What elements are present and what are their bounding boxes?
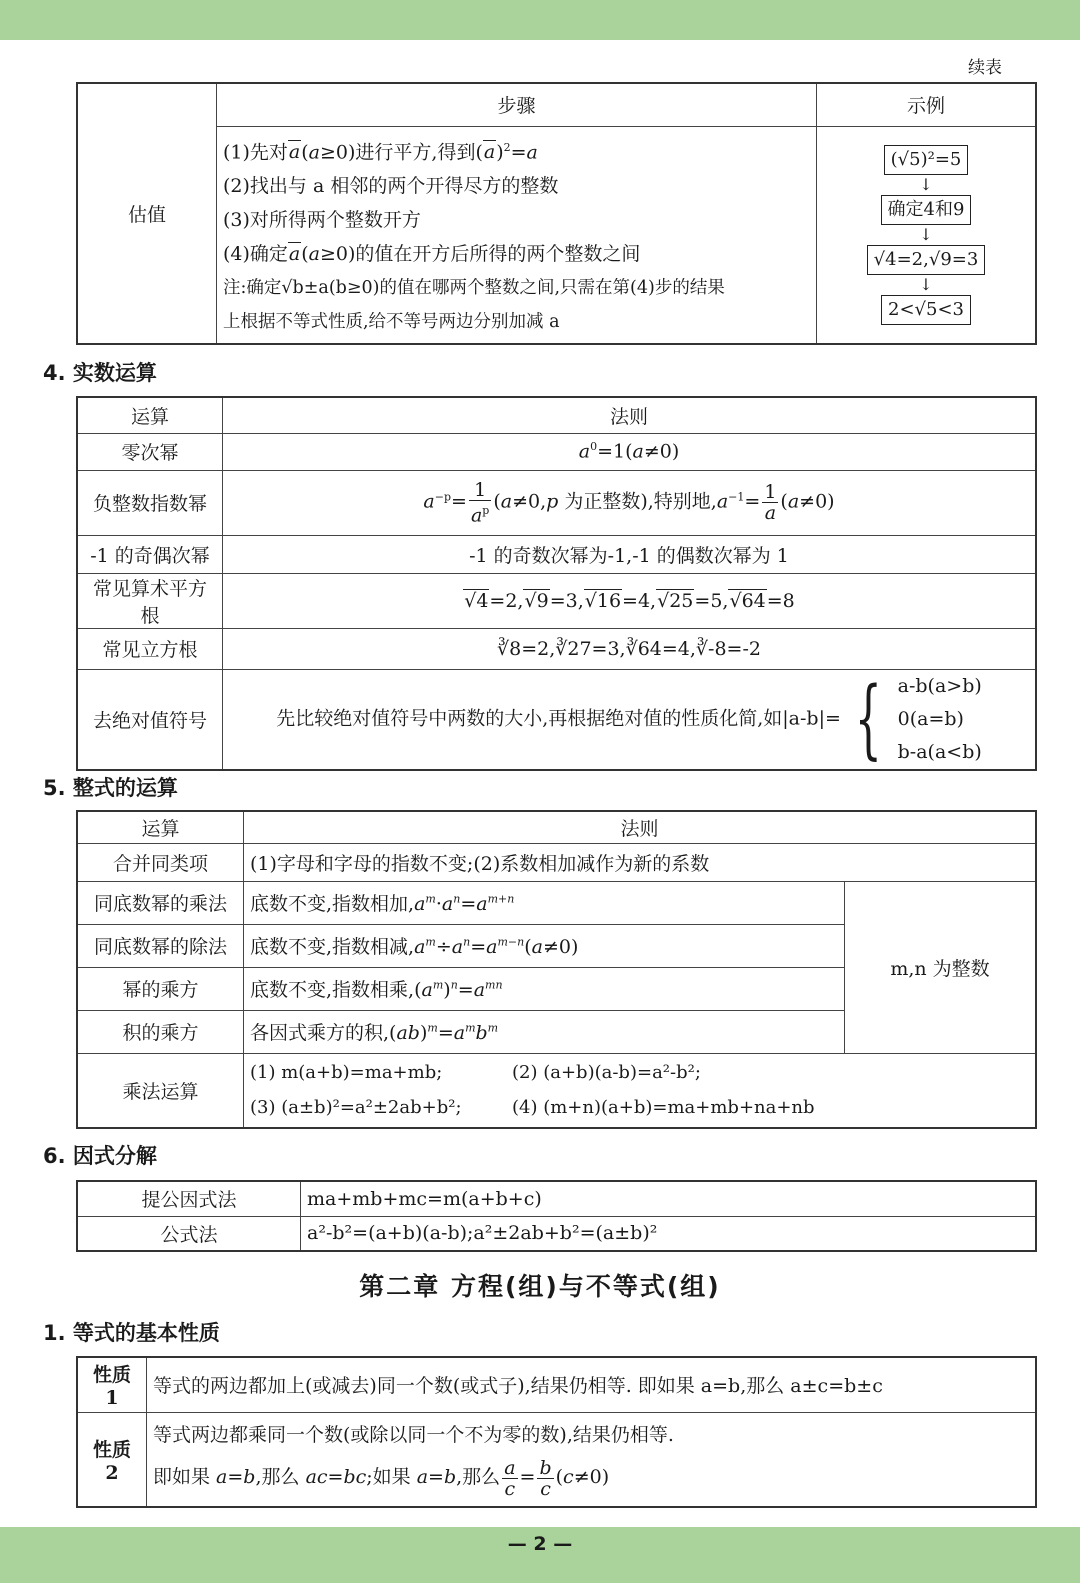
row-label: 去绝对值符号 (77, 669, 223, 770)
combine-like-terms-rule: (1)字母和字母的指数不变;(2)系数相加减作为新的系数 (244, 843, 1037, 881)
square-root-rule: √4=2,√9=3,√16=4,√25=5,√64=8 (223, 573, 1037, 628)
power-multiply-rule: 底数不变,指数相加$,a^m\cdot a^n=a^{m+n}$ (244, 881, 845, 924)
absolute-value-rule (223, 669, 1037, 770)
exponent-note: m,n 为整数 (845, 881, 1037, 1053)
top-color-band (0, 0, 1080, 40)
power-divide-rule: 底数不变,指数相减$,a^m\div a^n=a^{m-n}(a\ne 0)$ (244, 924, 845, 967)
note-line-2: 上根据不等式性质,给不等号两边分别加减 a (223, 311, 560, 332)
property-1-text: 等式的两边都加上(或减去)同一个数(或式子),结果仍相等. 即如果 a=b,那么 a±c=b±c (147, 1357, 1037, 1412)
flow-step-3: √4=2,√9=3 (867, 245, 986, 275)
absolute-value-text: 先比较绝对值符号中两数的大小,再根据绝对值的性质化简,如|a-b|= (276, 707, 841, 729)
mult-item-1: (1) m(a+b)=ma+mb; (250, 1062, 443, 1084)
formula-rule: a²-b²=(a+b)(a-b);a²±2ab+b²=(a±b)² (301, 1216, 1037, 1251)
property-2-line-2: 即如果 a=b,那么 ac=bc;如果 a=b,那么 $\frac{a}{c}$ = $\frac{b}{c}$ (c≠0) (153, 1456, 610, 1500)
estimate-row-label: 估值 (77, 83, 217, 344)
row-label: 零次幂 (77, 433, 223, 470)
row-label: 同底数幂的除法 (77, 924, 244, 967)
example-flowchart (823, 145, 1029, 325)
real-number-ops-table (76, 396, 1037, 771)
polynomial-ops-table (76, 810, 1037, 1129)
mult-item-2: (2) (a+b)(a-b)=a²-b²; (512, 1062, 701, 1084)
property-label: 性质 2 (77, 1412, 147, 1507)
down-arrow-icon: ↓ (919, 274, 933, 294)
steps-cell (217, 126, 817, 344)
row-label: 同底数幂的乘法 (77, 881, 244, 924)
case-3: b-a(a<b) (897, 740, 982, 763)
method-label: 公式法 (77, 1216, 301, 1251)
row-label: 合并同类项 (77, 843, 244, 881)
steps-header: 步骤 (217, 83, 817, 126)
row-label: -1 的奇偶次幂 (77, 535, 223, 573)
example-cell (817, 126, 1037, 344)
rule-header: 法则 (244, 811, 1037, 843)
row-label: 常见算术平方根 (77, 573, 223, 628)
common-factor-rule: ma+mb+mc=m(a+b+c) (301, 1181, 1037, 1216)
power-of-product-rule: 各因式乘方的积$,(ab)^m=a^mb^m$ (244, 1010, 845, 1053)
row-label: 积的乘方 (77, 1010, 244, 1053)
chapter-2-title: 第二章 方程(组)与不等式(组) (359, 1272, 721, 1301)
property-2-line-1: 等式两边都乘同一个数(或除以同一个不为零的数),结果仍相等. (153, 1424, 674, 1447)
flow-step-4: 2<√5<3 (881, 295, 971, 325)
property-2-text (147, 1412, 1037, 1507)
power-of-power-rule: 底数不变,指数相乘$,(a^m)^n=a^{mn}$ (244, 967, 845, 1010)
case-1: a-b(a>b) (897, 674, 982, 697)
equality-properties-table (76, 1356, 1037, 1508)
zero-power-rule: $a^0=1(a\ne 0)$ (223, 433, 1037, 470)
odd-even-power-rule: -1 的奇数次幂为-1,-1 的偶数次幂为 1 (223, 535, 1037, 573)
row-label: 负整数指数幂 (77, 470, 223, 535)
mult-item-3: (3) (a±b)²=a²±2ab+b²; (250, 1097, 462, 1119)
section-4-title: 4. 实数运算 (43, 361, 157, 385)
down-arrow-icon: ↓ (919, 224, 933, 244)
multiplication-rules (244, 1053, 1037, 1128)
row-label: 幂的乘方 (77, 967, 244, 1010)
step-3: (3)对所得两个整数开方 (223, 208, 421, 231)
negative-exponent-rule: $a^{-p}=$ $\frac{1}{a^p}$ (a≠0,p 为正整数),特别地$,a^{-1}=$ $\frac{1}{a}$ (a≠0) (223, 470, 1037, 535)
factorization-table (76, 1180, 1037, 1252)
step-1: (1)先对a(a≥0)进行平方,得到$(a)^2=a$ (223, 140, 538, 163)
rule-header: 法则 (223, 397, 1037, 433)
flow-step-2: 确定4和9 (881, 195, 972, 225)
example-header: 示例 (817, 83, 1037, 126)
step-4: (4)确定a(a≥0)的值在开方后所得的两个整数之间 (223, 242, 641, 265)
op-header: 运算 (77, 397, 223, 433)
mult-item-4: (4) (m+n)(a+b)=ma+mb+na+nb (512, 1097, 815, 1119)
page-number: — 2 — (507, 1533, 573, 1555)
row-label: 乘法运算 (77, 1053, 244, 1128)
property-label: 性质 1 (77, 1357, 147, 1412)
flow-step-1: (√5)²=5 (884, 145, 969, 175)
down-arrow-icon: ↓ (919, 174, 933, 194)
left-brace-icon: { (854, 669, 882, 769)
case-2: 0(a=b) (897, 707, 964, 730)
piecewise-cases (841, 670, 982, 769)
continued-label: 续表 (968, 58, 1002, 78)
section-6-title: 6. 因式分解 (43, 1144, 157, 1168)
cube-root-rule: ∛8=2,∛27=3,∛64=4,∛-8=-2 (223, 628, 1037, 669)
step-2: (2)找出与 a 相邻的两个开得尽方的整数 (223, 174, 559, 197)
op-header: 运算 (77, 811, 244, 843)
section-5-title: 5. 整式的运算 (43, 776, 178, 800)
row-label: 常见立方根 (77, 628, 223, 669)
estimate-table (76, 82, 1037, 345)
equality-properties-title: 1. 等式的基本性质 (43, 1321, 220, 1345)
note-line-1: 注:确定√b±a(b≥0)的值在哪两个整数之间,只需在第(4)步的结果 (223, 277, 725, 298)
method-label: 提公因式法 (77, 1181, 301, 1216)
